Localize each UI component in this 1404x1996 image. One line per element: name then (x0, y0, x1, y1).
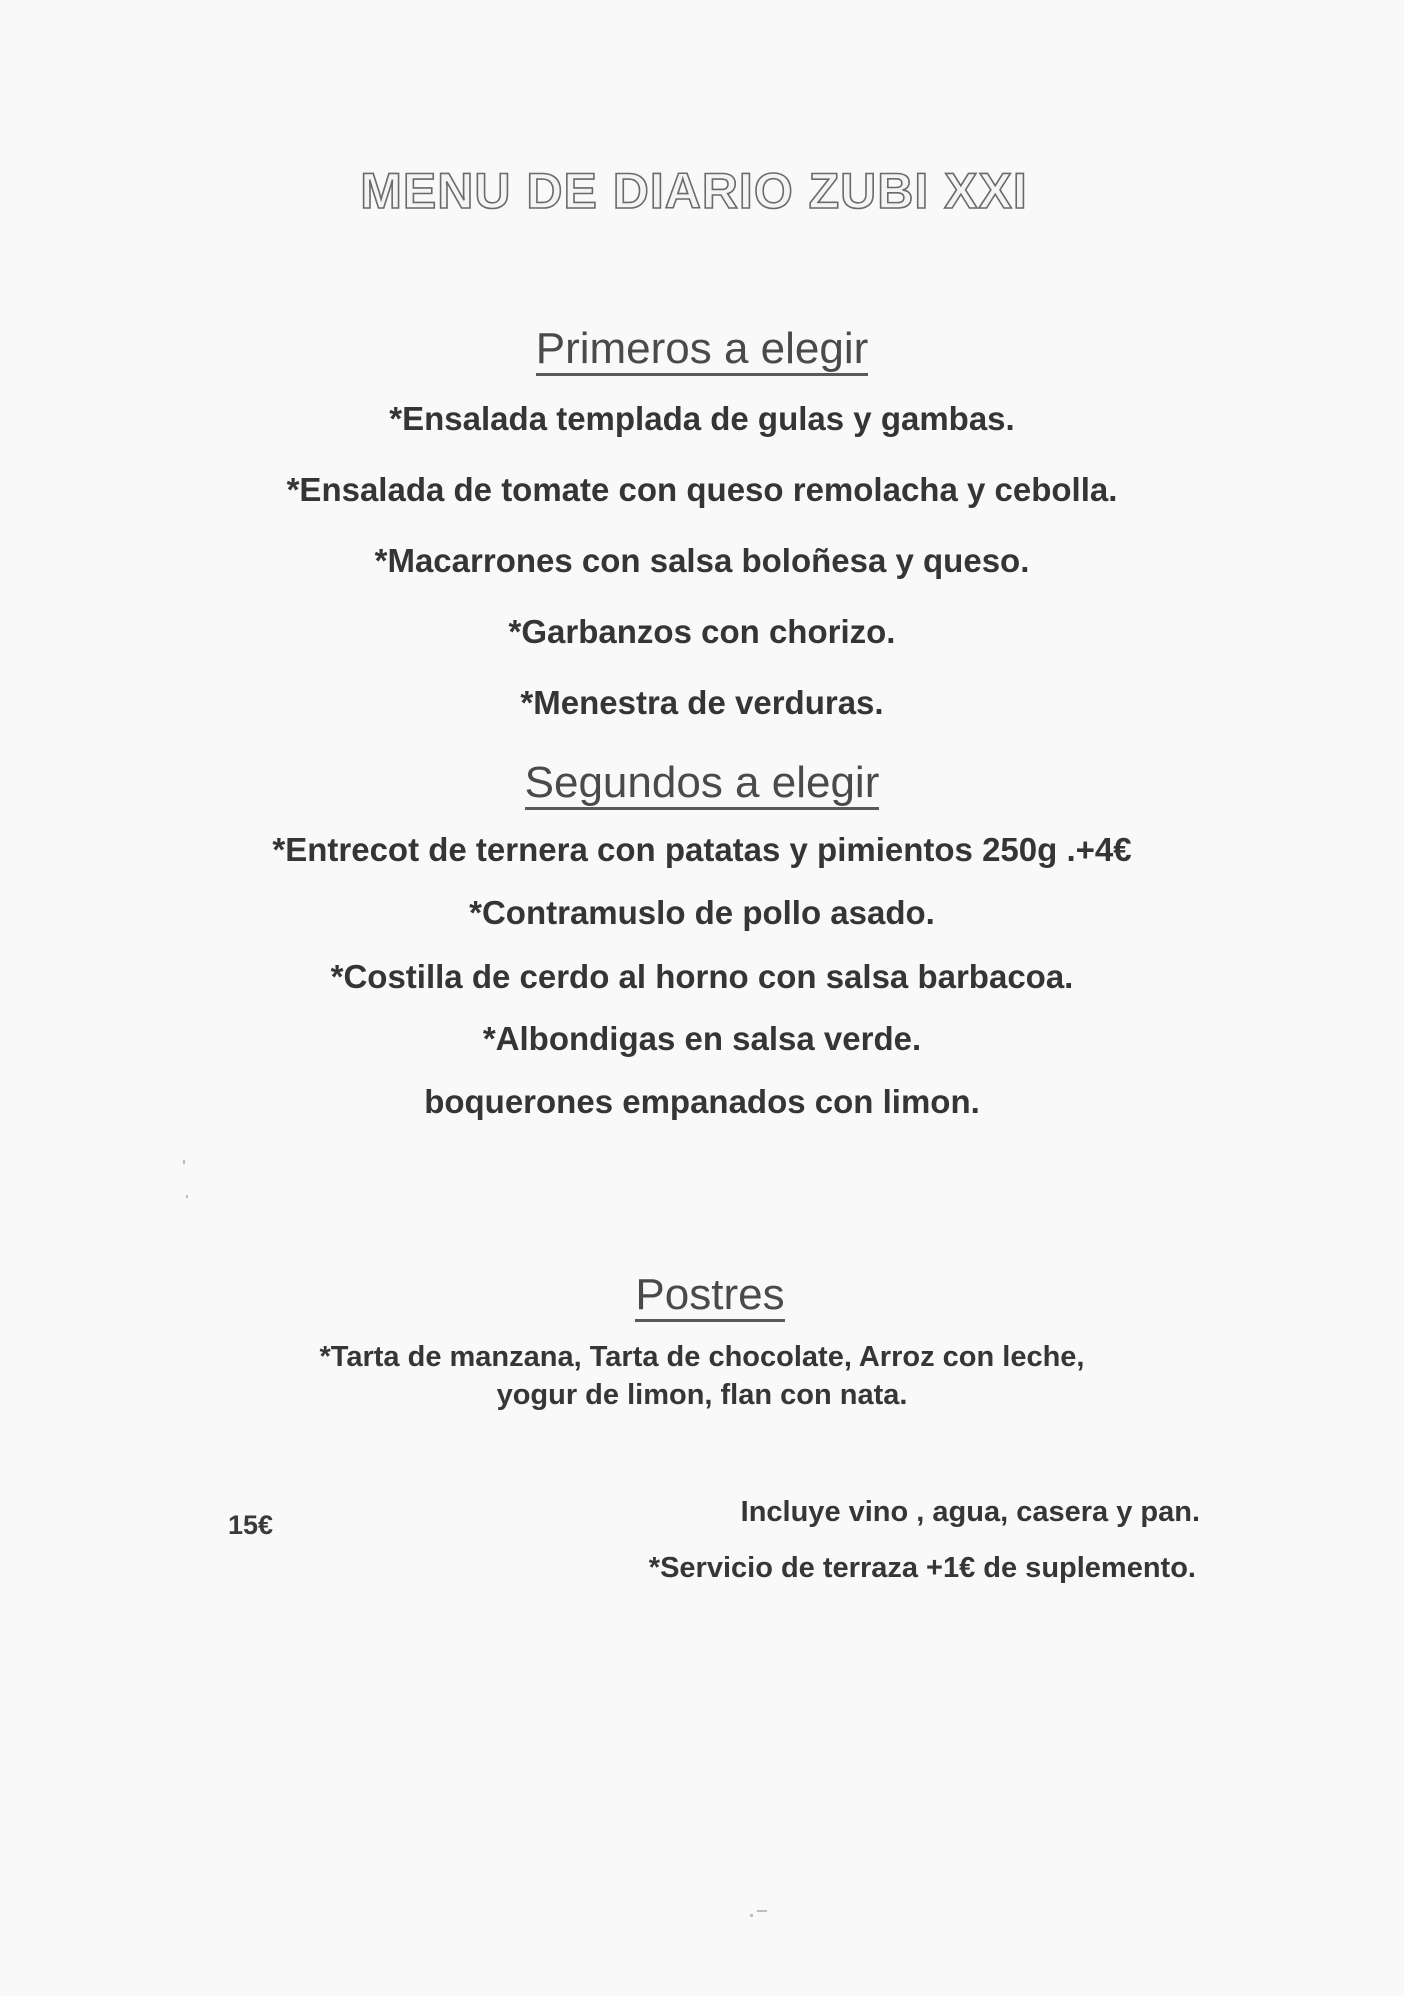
primeros-item: *Macarrones con salsa boloñesa y queso. (374, 542, 1030, 579)
segundos-item: *Costilla de cerdo al horno con salsa barbacoa. (330, 958, 1074, 995)
primeros-item: *Menestra de verduras. (520, 684, 884, 721)
segundos-item: *Albondigas en salsa verde. (482, 1020, 922, 1057)
segundos-heading (0, 758, 1404, 810)
segundos-item: boquerones empanados con limon. (424, 1083, 980, 1120)
includes-note: Incluye vino , agua, casera y pan. (740, 1496, 1200, 1528)
segundos-heading-text: Segundos a elegir (525, 760, 880, 810)
scan-speck (750, 1914, 753, 1917)
scan-speck (186, 1195, 188, 1198)
postres-line: *Tarta de manzana, Tarta de chocolate, Arroz con leche, (319, 1341, 1085, 1373)
postres-heading (8, 1270, 1404, 1322)
postres-text (0, 1338, 1404, 1414)
primeros-heading (0, 324, 1404, 376)
segundos-item: *Contramuslo de pollo asado. (469, 894, 935, 931)
menu-price: 15€ (228, 1510, 274, 1540)
primeros-item: *Garbanzos con chorizo. (508, 613, 896, 650)
scan-speck (183, 1160, 185, 1164)
primeros-item: *Ensalada templada de gulas y gambas. (389, 400, 1015, 437)
primeros-heading-text: Primeros a elegir (536, 326, 869, 376)
segundos-item: *Entrecot de ternera con patatas y pimientos 250g .+4€ (272, 831, 1132, 868)
terrace-note: *Servicio de terraza +1€ de suplemento. (648, 1552, 1196, 1584)
postres-heading-text: Postres (635, 1272, 784, 1322)
primeros-item: *Ensalada de tomate con queso remolacha y cebolla. (286, 471, 1118, 508)
page-title: MENU DE DIARIO ZUBI XXI (360, 163, 1028, 219)
postres-line: yogur de limon, flan con nata. (496, 1379, 908, 1411)
scan-speck (757, 1910, 767, 1912)
